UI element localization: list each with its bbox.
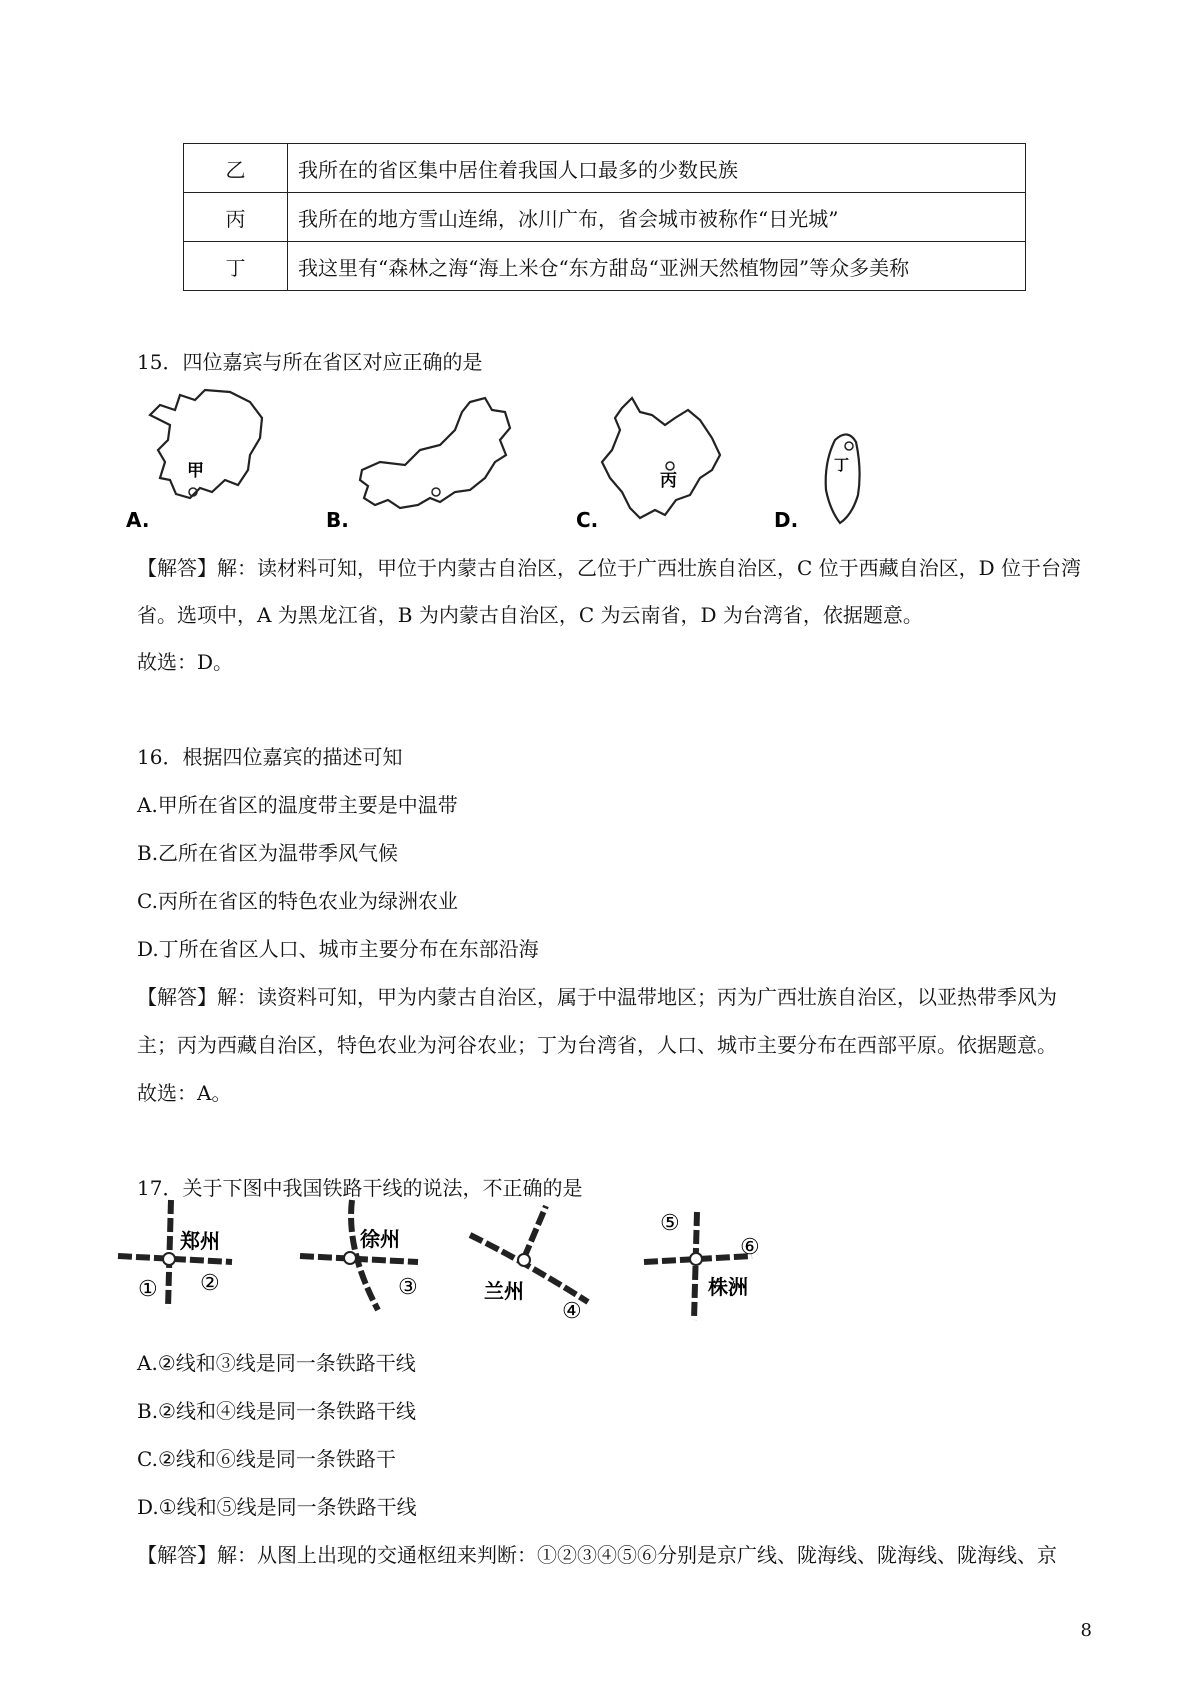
- map-label: 丁: [834, 456, 850, 474]
- heilongjiang-map-icon: [126, 390, 262, 532]
- line-marker: ⑤: [660, 1211, 680, 1236]
- guest-description: 我所在的省区集中居住着我国人口最多的少数民族: [288, 144, 1026, 193]
- zhuzhou-junction-icon: [644, 1211, 760, 1320]
- option-17-c: C.②线和⑥线是同一条铁路干: [137, 1447, 396, 1471]
- choice-15: 故选：D。: [137, 650, 234, 674]
- guest-description: 我这里有“森林之海“海上米仓“东方甜岛“亚洲天然植物园”等众多美称: [288, 242, 1026, 291]
- option-17-d: D.①线和⑤线是同一条铁路干线: [137, 1495, 417, 1519]
- guest-name: 乙: [184, 144, 288, 193]
- page-number: 8: [1080, 1620, 1092, 1641]
- answer-16-line1: 【解答】解：读资料可知，甲为内蒙古自治区，属于中温带地区；丙为广西壮族自治区，以亚热带季风为: [137, 985, 1057, 1009]
- option-label: A.: [126, 508, 150, 532]
- option-label: C.: [576, 508, 599, 532]
- option-16-c: C.丙所在省区的特色农业为绿洲农业: [137, 889, 458, 913]
- line-marker: ⑥: [740, 1235, 760, 1260]
- option-16-d: D.丁所在省区人口、城市主要分布在东部沿海: [137, 937, 539, 961]
- junction-city: 兰州: [484, 1279, 524, 1303]
- question-17: 17．关于下图中我国铁路干线的说法，不正确的是: [137, 1176, 583, 1200]
- option-17-a: A.②线和③线是同一条铁路干线: [137, 1351, 416, 1375]
- junction-city: 株洲: [708, 1275, 748, 1299]
- option-17-b: B.②线和④线是同一条铁路干线: [137, 1399, 416, 1423]
- taiwan-map-icon: [774, 434, 860, 532]
- answer-16-line2: 主；丙为西藏自治区，特色农业为河谷农业；丁为台湾省，人口、城市主要分布在西部平原。依据题意。: [137, 1033, 1057, 1057]
- yunnan-map-icon: [576, 398, 720, 532]
- guest-name: 丁: [184, 242, 288, 291]
- option-label: B.: [326, 508, 349, 532]
- option-16-a: A.甲所在省区的温度带主要是中温带: [137, 793, 458, 817]
- xuzhou-junction-icon: [300, 1200, 418, 1310]
- answer-15-line1: 【解答】解：读材料可知，甲位于内蒙古自治区，乙位于广西壮族自治区，C 位于西藏自治区，D 位于台湾: [137, 556, 1082, 580]
- line-marker: ①: [138, 1277, 158, 1302]
- line-marker: ③: [398, 1275, 418, 1300]
- guest-description: 我所在的地方雪山连绵，冰川广布，省会城市被称作“日光城”: [288, 193, 1026, 242]
- map-label: 丙: [660, 471, 677, 491]
- line-marker: ②: [200, 1271, 220, 1296]
- inner-mongolia-map-icon: [326, 398, 510, 532]
- question-15: 15．四位嘉宾与所在省区对应正确的是: [137, 350, 483, 374]
- junction-city: 郑州: [180, 1229, 220, 1253]
- answer-15-line2: 省。选项中，A 为黑龙江省，B 为内蒙古自治区，C 为云南省，D 为台湾省，依据题意。: [137, 603, 923, 627]
- zhengzhou-junction-icon: [118, 1200, 232, 1308]
- option-16-b: B.乙所在省区为温带季风气候: [137, 841, 399, 865]
- option-label: D.: [774, 508, 799, 532]
- answer-17-line1: 【解答】解：从图上出现的交通枢纽来判断：①②③④⑤⑥分别是京广线、陇海线、陇海线、陇海线、京: [137, 1543, 1057, 1567]
- choice-16: 故选：A。: [137, 1081, 232, 1105]
- line-marker: ④: [562, 1299, 582, 1324]
- guest-name: 丙: [184, 193, 288, 242]
- question-16: 16．根据四位嘉宾的描述可知: [137, 745, 403, 769]
- junction-city: 徐州: [360, 1227, 400, 1251]
- lanzhou-junction-icon: [470, 1206, 588, 1324]
- map-label: 甲: [187, 461, 204, 481]
